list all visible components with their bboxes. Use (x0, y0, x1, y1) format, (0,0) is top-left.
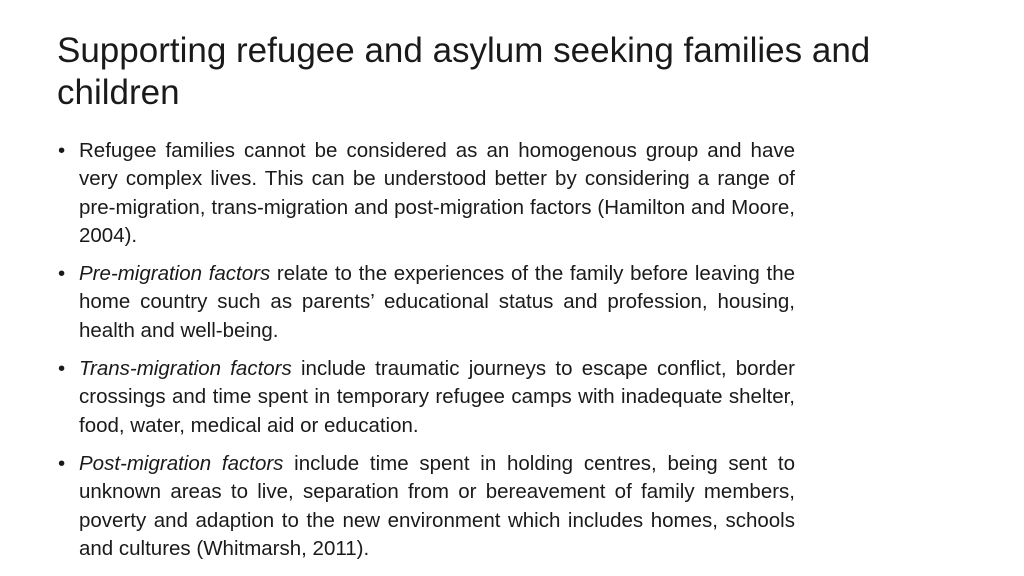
bullet-item (57, 355, 795, 440)
bullet-text: relate to the experiences of the family before leaving the home country such as parents’ educational status and profession, housing, health and well-being. (79, 262, 795, 342)
bullet-text: include time spent in holding centres, being sent to unknown areas to live, separation from or bereavement of family members, poverty and adaption to the new environment which includes homes, schools and cultures (Whitmarsh, 2011). (79, 451, 795, 560)
bullet-text: Refugee families cannot be considered as an homogenous group and have very complex lives. This can be understood better by considering a range of pre-migration, trans-migration and post-migration factors (Hamilton and Moore, 2004). (79, 139, 795, 247)
bullet-text: include traumatic journeys to escape conflict, border crossings and time spent in temporary refugee camps with inadequate shelter, food, water, medical aid or education. (79, 357, 796, 437)
bullet-dot: • (58, 451, 66, 475)
bullet-lead-term: Post-migration factors (79, 451, 284, 475)
bullet-lead-term: Trans-migration factors (79, 357, 292, 381)
bullet-item (57, 260, 795, 345)
bullet-lead-term: Pre-migration factors (79, 262, 271, 286)
bullet-item (57, 137, 795, 250)
bullet-dot: • (58, 139, 66, 162)
bullet-dot: • (58, 262, 66, 286)
bullet-item (57, 450, 795, 563)
bullet-dot: • (58, 357, 66, 381)
slide-title: Supporting refugee and asylum seeking families and children (57, 31, 871, 112)
bullet-list (57, 137, 795, 573)
